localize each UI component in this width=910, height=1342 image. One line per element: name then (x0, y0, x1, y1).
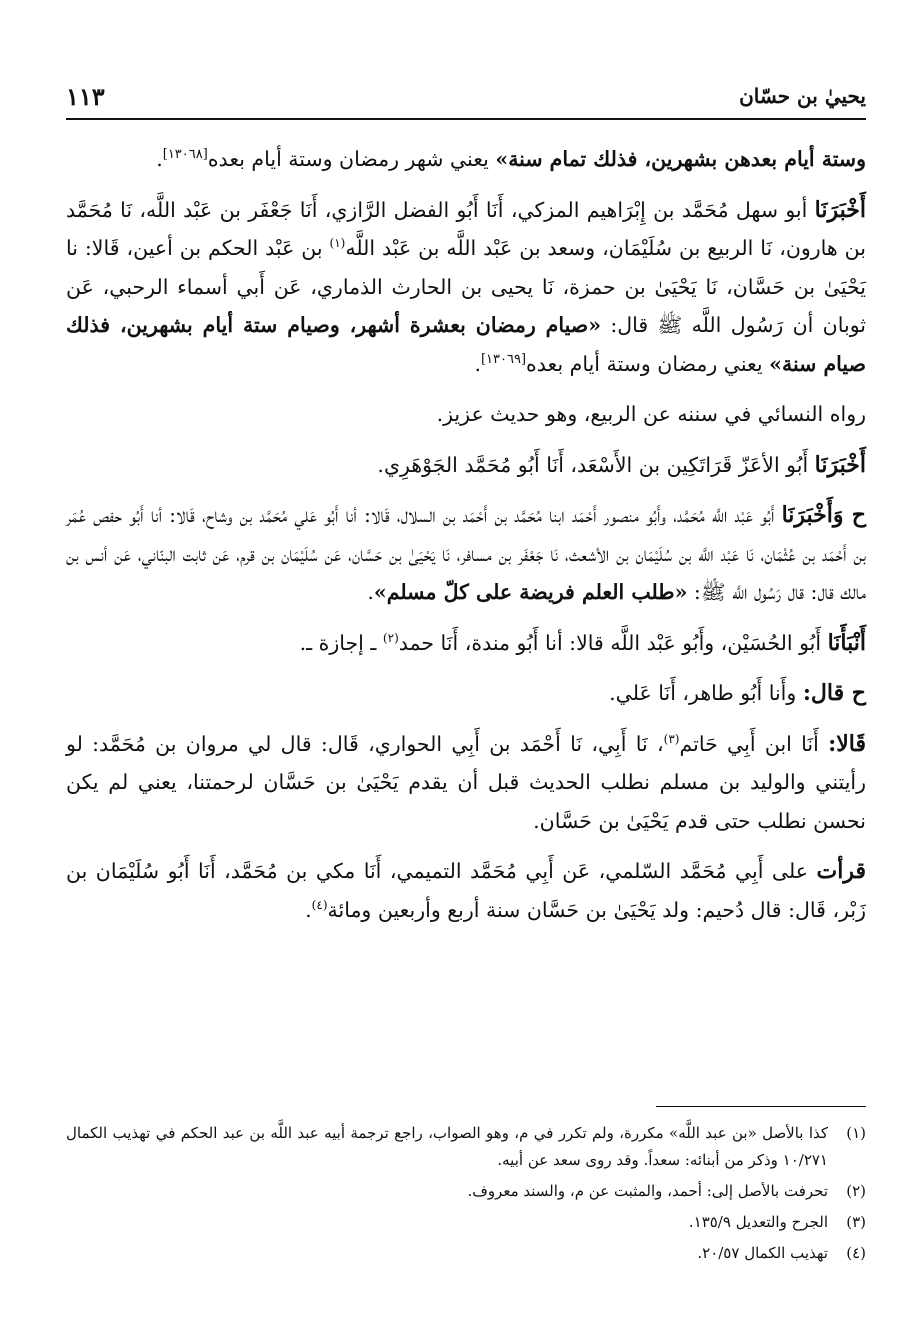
paragraph (66, 446, 866, 485)
footnote-text: تهذيب الكمال ٢٠/٥٧. (697, 1244, 828, 1262)
paragraph (66, 140, 866, 179)
footnote (66, 1209, 866, 1236)
isnad-keyword: أَخْبَرَنَا (814, 196, 866, 223)
paragraph (66, 674, 866, 713)
text: ـ إجازة ـ. (299, 630, 383, 655)
text: يعني شهر رمضان وستة أيام بعده (207, 147, 496, 171)
paragraph (66, 852, 866, 929)
text: ، نَا أَبِي، نَا أَحْمَد بن أَبِي الحواري، قَال: قال لي مروان بن مُحَمَّد: لو رأيتني والوليد بن مسلم نطلب الحديث قبل أن يقدم يَحْيَىٰ بن حَسَّان لرحمتنا، يعني لم يكن نحسن نطلب حتى قدم يَحْيَىٰ بن حَسَّان. (66, 731, 866, 833)
footnote-number: (٣) (846, 1213, 866, 1231)
footnote-text: تحرفت بالأصل إلى: أحمد، والمثبت عن م، والسند معروف. (467, 1182, 828, 1200)
isnad-keyword: ح قال: (802, 680, 866, 706)
text: أَبُو عَبْد اللَّه مُحَمَّد، وأَبُو منصور أَحْمَد ابنا مُحَمَّد بن أَحْمَد بن السلال، قَالا: أنا أَبُو عَلي مُحَمَّد بن وشاح، قَالا: أنا أَبُو حفص عُمَر بن أَحْمَد بن عُثْمَان، نَا عَبْد اللَّه بن سُلَيْمَان بن الأشعث، نَا جَعْفَر بن مسافر، نَا يَحْيَىٰ بن حَسَّان، عَن سُلَيْمَان بن قرم، عَن ثابت البنّاني، عَن أنس بن مالك قال: قال رَسُول اللَّه ﷺ: (66, 503, 866, 604)
isnad-keyword: قَالا: (828, 730, 866, 757)
footnote-divider (656, 1106, 866, 1107)
footnote-marker[interactable]: (٣) (663, 731, 680, 746)
text: . (156, 147, 163, 171)
paragraph (66, 496, 866, 612)
footnote-marker[interactable]: (١) (329, 236, 346, 251)
text: رواه النسائي في سننه عن الربيع، وهو حديث عزيز. (436, 402, 866, 426)
text: أَبُو الأعَزّ قَرَاتَكِين بن الأَسْعَد، أَنَا أَبُو مُحَمَّد الجَوْهَرِي. (377, 452, 815, 477)
isnad-keyword: ح وَأَخْبَرَنَا (781, 502, 867, 528)
footnote (66, 1178, 866, 1205)
running-title: يحييٰ بن حسّان (739, 84, 866, 108)
paragraph (66, 624, 866, 663)
hadith-text: «صيام رمضان بعشرة أشهر، وصيام ستة أيام بشهرين، فذلك صيام سنة» (66, 313, 866, 376)
paragraph (66, 191, 866, 384)
page-number: ١١٣ (66, 82, 105, 111)
text: يعني رمضان وستة أيام بعده (526, 351, 770, 376)
text: أَبُو الحُسَيْن، وأَبُو عَبْد اللَّه قالا: أنا أَبُو مندة، أَنَا حمد (398, 630, 828, 655)
isnad-keyword: أَخْبَرَنَا (814, 451, 866, 478)
footnote (66, 1240, 866, 1267)
text: بن عَبْد الحكم بن أعين، قَالا: نا يَحْيَىٰ بن حَسَّان، نَا يَحْيَىٰ بن حمزة، نَا يحيى بن الحارث الذماري، عَن أَبي أسماء الرحبي، عَن ثوبان أن رَسُول اللَّه ﷺ قال: (66, 236, 866, 337)
body-text (66, 140, 866, 941)
text: وأَنا أَبُو طاهر، أَنَا عَلي. (609, 681, 803, 705)
hadith-text: «طلب العلم فريضة على كلّ مسلم» (373, 580, 688, 604)
paragraph (66, 395, 866, 434)
page-header (66, 78, 866, 120)
text: أَنَا ابن أَبِي حَاتم (679, 731, 829, 756)
text: . (305, 897, 312, 922)
hadith-text: وستة أيام بعدهن بشهرين، فذلك تمام سنة» (495, 147, 866, 171)
text: أبو سهل مُحَمَّد بن إِبْرَاهيم المزكي، أَنَا أَبُو الفضل الرَّازي، أَنَا جَعْفَر بن عَبْد اللَّه، نَا مُحَمَّد بن هارون، نَا الربيع بن سُلَيْمَان، وسعد بن عَبْد اللَّه بن عَبْد اللَّه (66, 197, 866, 260)
text: على أَبِي مُحَمَّد السّلمي، عَن أَبِي مُحَمَّد التميمي، أَنَا مكي بن مُحَمَّد، أَنَا أَبُو سُلَيْمَان بن زَبْر، قَال: قال دُحيم: ولد يَحْيَىٰ بن حَسَّان سنة أربع وأربعين ومائة (66, 859, 866, 922)
hadith-number: [١٣٠٦٨] (162, 147, 208, 163)
text: . (367, 580, 374, 604)
footnote-number: (٢) (846, 1182, 866, 1200)
footnote-number: (٤) (846, 1244, 866, 1262)
footnote-number: (١) (846, 1124, 866, 1142)
footnotes (66, 1120, 866, 1271)
footnote-marker[interactable]: (٢) (382, 630, 399, 645)
footnote-marker[interactable]: (٤) (311, 897, 328, 912)
paragraph (66, 725, 866, 841)
page (66, 0, 866, 1342)
hadith-number: [١٣٠٦٩] (480, 351, 527, 367)
isnad-keyword: أَنْبَأَنَا (827, 629, 866, 656)
text: . (474, 351, 481, 376)
footnote-text: كذا بالأصل «بن عبد اللَّه» مكررة، ولم تكرر في م، وهو الصواب، راجع ترجمة أبيه عبد اللَّه بن عبد الحكم في تهذيب الكمال ١٠/٢٧١ وذكر من أبنائه: سعداً. وقد روى سعد عن أبيه. (66, 1124, 828, 1169)
isnad-keyword: قرأت (816, 858, 866, 884)
footnote (66, 1120, 866, 1174)
footnote-text: الجرح والتعديل ١٣٥/٩. (688, 1213, 828, 1231)
